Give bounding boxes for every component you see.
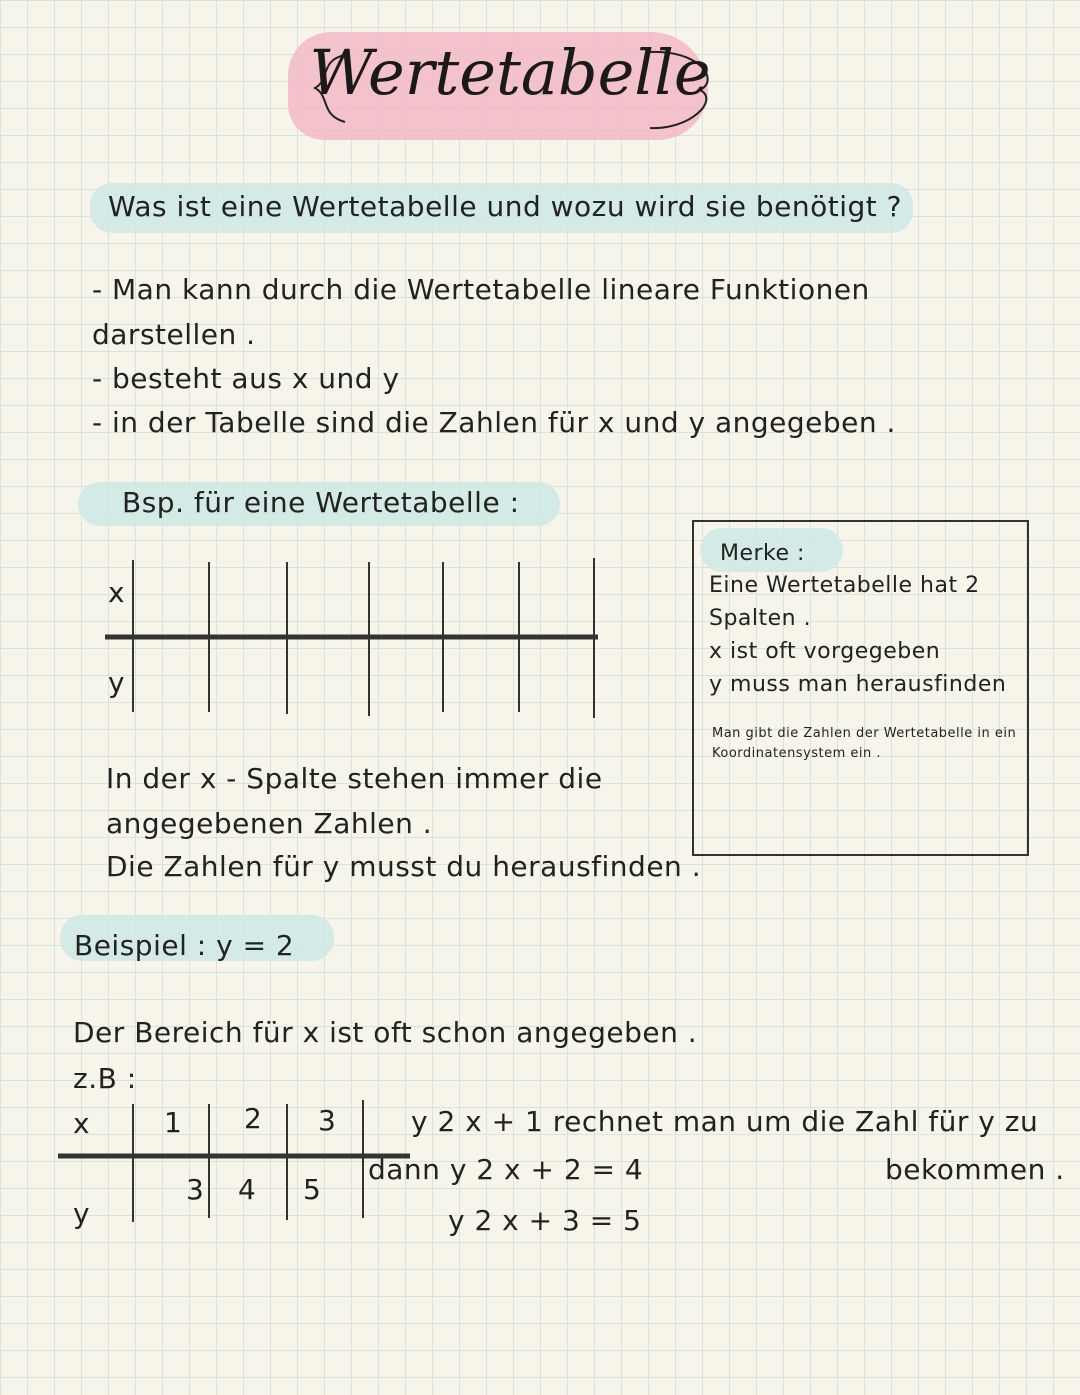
table2-x-value-3: 3	[318, 1104, 337, 1137]
merke-note-1: Man gibt die Zahlen der Wertetabelle in ein	[712, 726, 1017, 741]
calc-line-2: dann y 2 x + 2 = 4	[368, 1153, 644, 1186]
explanation-line-1: In der x - Spalte stehen immer die	[106, 762, 603, 795]
calc-line-2b: bekommen .	[885, 1153, 1065, 1186]
table1-x-label: x	[108, 576, 126, 609]
page-title: Wertetabelle	[309, 36, 711, 109]
table2-y-value-2: 4	[238, 1173, 257, 1206]
merke-line-2: Spalten .	[709, 606, 812, 631]
example-heading: Bsp. für eine Wertetabelle :	[122, 486, 520, 519]
calc-line-3: y 2 x + 3 = 5	[448, 1204, 642, 1237]
merke-note-2: Koordinatensystem ein .	[712, 746, 882, 761]
merke-heading: Merke :	[720, 541, 805, 566]
explanation-line-3: Die Zahlen für y musst du herausfinden .	[106, 850, 702, 883]
table2-x-value-2: 2	[244, 1102, 263, 1135]
bullet-line-4: - in der Tabelle sind die Zahlen für x und y angegeben .	[92, 406, 896, 439]
merke-line-3: x ist oft vorgegeben	[709, 639, 941, 664]
calc-line-1: y 2 x + 1 rechnet man um die Zahl für y zu	[411, 1105, 1039, 1138]
bullet-line-2: darstellen .	[92, 318, 256, 351]
bullet-line-1: - Man kann durch die Wertetabelle lineare Funktionen	[92, 273, 870, 306]
merke-line-4: y muss man herausfinden	[709, 672, 1007, 697]
beispiel-heading: Beispiel : y = 2	[74, 929, 295, 962]
question-heading: Was ist eine Wertetabelle und wozu wird sie benötigt ?	[108, 190, 903, 223]
bullet-line-3: - besteht aus x und y	[92, 362, 400, 395]
table1-y-label: y	[108, 666, 126, 699]
table2-y-value-3: 5	[303, 1173, 322, 1206]
table2-x-value-1: 1	[164, 1106, 183, 1139]
merke-line-1: Eine Wertetabelle hat 2	[709, 573, 980, 598]
bereich-line: Der Bereich für x ist oft schon angegeben .	[73, 1016, 698, 1049]
zb-label: z.B :	[73, 1062, 137, 1095]
table2-y-label: y	[73, 1197, 91, 1230]
table2-x-label: x	[73, 1107, 91, 1140]
table2-y-value-1: 3	[186, 1173, 205, 1206]
explanation-line-2: angegebenen Zahlen .	[106, 807, 433, 840]
